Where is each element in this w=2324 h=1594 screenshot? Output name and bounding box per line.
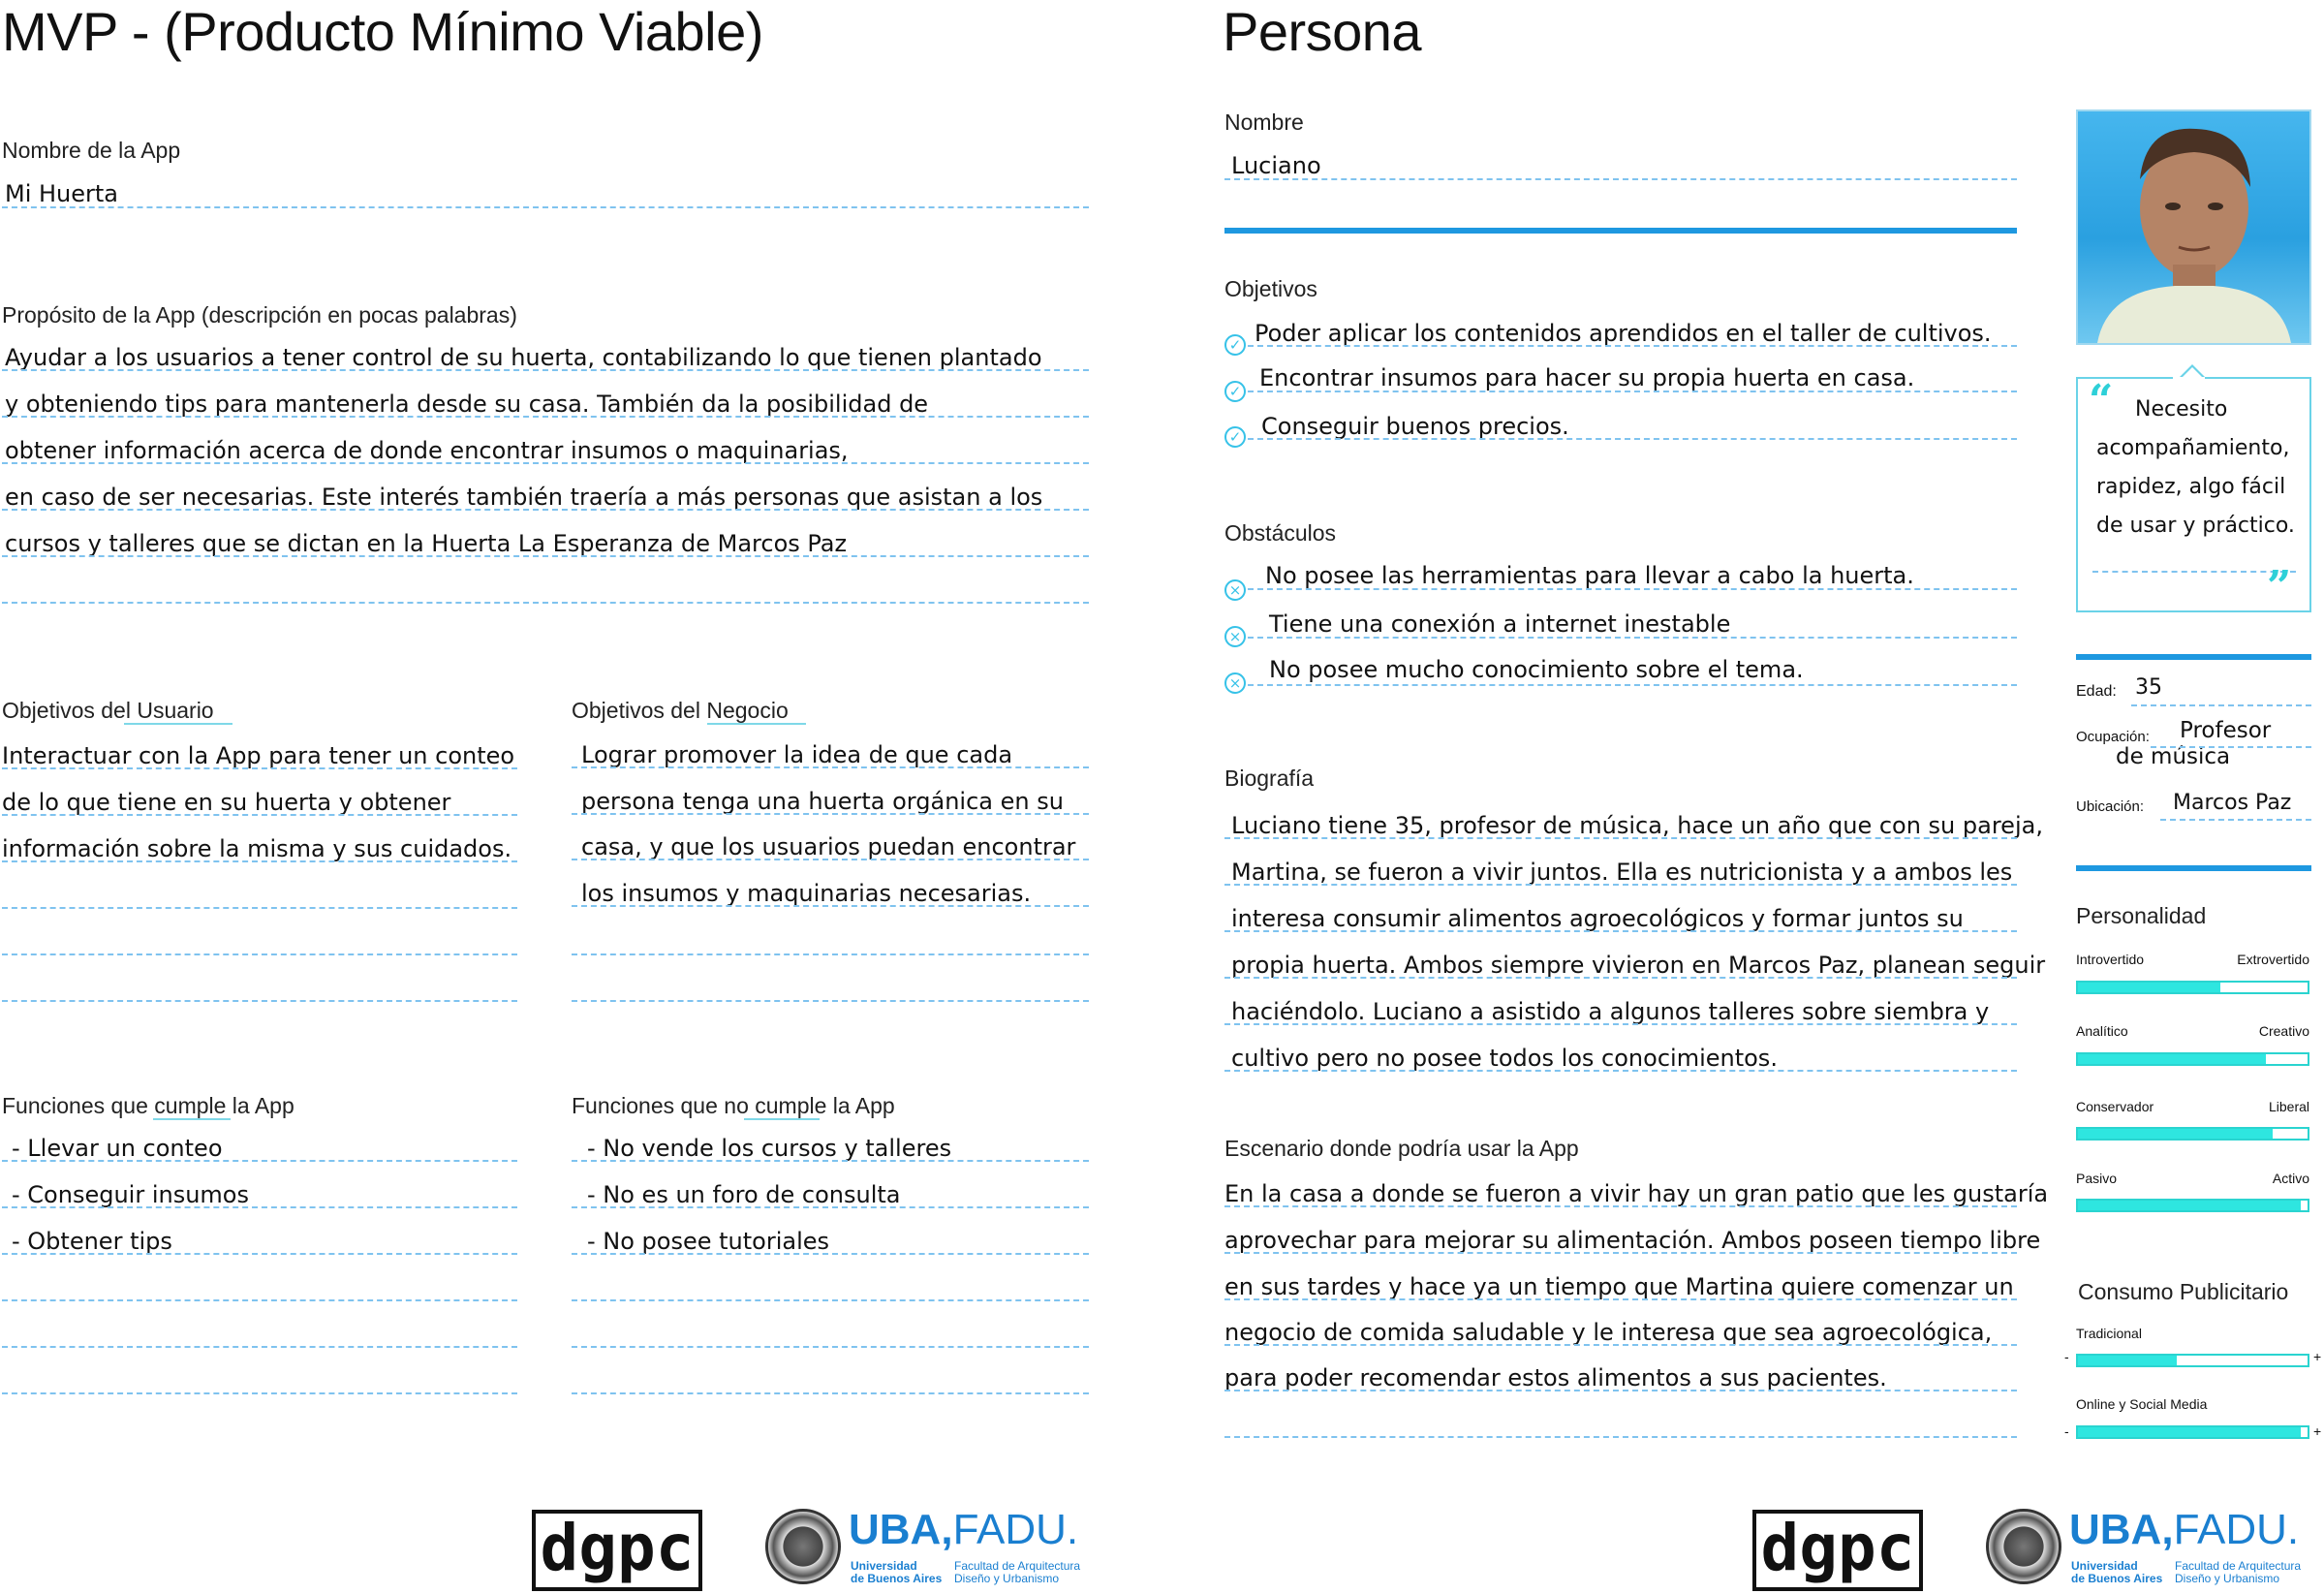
scenario-label: Escenario donde podría usar la App: [1224, 1136, 1579, 1161]
dgpc-logo: dgpc: [532, 1510, 702, 1591]
non-function-item-1: - No vende los cursos y talleres: [587, 1135, 952, 1162]
divider: [572, 1346, 1089, 1348]
divider: [2, 1392, 517, 1394]
function-item-1: - Llevar un conteo: [12, 1135, 223, 1162]
slider-right-label: Liberal: [2268, 1099, 2309, 1114]
divider: [1224, 837, 2017, 839]
uba-sub-line-2: de Buenos Aires: [2071, 1572, 2163, 1585]
divider: [572, 1253, 1089, 1255]
scenario-line-4: negocio de comida saludable y le interesa que sea agroecológica,: [1224, 1319, 1993, 1346]
divider: [1248, 684, 2017, 686]
divider: [1224, 1023, 2017, 1025]
name-label: Nombre: [1224, 109, 1304, 135]
divider: [2, 953, 517, 955]
divider: [572, 1299, 1089, 1301]
scenario-line-5: para poder recomendar estos alimentos a sus pacientes.: [1224, 1364, 1887, 1391]
divider: [1224, 1298, 2017, 1300]
personality-slider: [2076, 1052, 2309, 1066]
business-goals-line-3: casa, y que los usuarios puedan encontrar: [581, 833, 1076, 860]
age-value: 35: [2135, 675, 2162, 700]
occupation-value-1: Profesor: [2180, 718, 2272, 743]
obstacle-item-1: No posee las herramientas para llevar a cabo la huerta.: [1265, 562, 1914, 589]
business-goals-label: Objetivos del Negocio: [572, 698, 789, 723]
slider-left-label: Pasivo: [2076, 1171, 2118, 1186]
divider: [2151, 746, 2311, 748]
divider: [572, 1392, 1089, 1394]
slider-left-label: Introvertido: [2076, 952, 2145, 967]
uba-sub-line-1: Universidad: [2071, 1559, 2138, 1573]
personality-slider: [2076, 981, 2309, 994]
divider: [1224, 1436, 2017, 1438]
divider: [572, 813, 1089, 815]
open-quote-icon: “: [2089, 376, 2114, 425]
slider-right-label: Extrovertido: [2237, 952, 2309, 967]
x-circle-icon: ×: [1224, 579, 1246, 601]
app-name-value: Mi Huerta: [5, 180, 119, 207]
media-slider-label: Online y Social Media: [2076, 1396, 2208, 1412]
objectives-label: Objetivos: [1224, 276, 1317, 301]
obstacle-item-3: No posee mucho conocimiento sobre el tema.: [1269, 656, 1804, 683]
x-circle-icon: ×: [1224, 626, 1246, 647]
user-goals-line-3: información sobre la misma y sus cuidados.: [2, 835, 512, 862]
divider: [1224, 178, 2017, 180]
fadu-sub-text: [954, 1560, 1080, 1585]
uba-seal-icon: [765, 1509, 841, 1584]
scenario-line-3: en sus tardes y hace ya un tiempo que Martina quiere comenzar un: [1224, 1273, 2014, 1300]
media-slider-label: Tradicional: [2076, 1326, 2142, 1341]
portrait-image: [2078, 111, 2309, 343]
non-function-item-2: - No es un foro de consulta: [587, 1181, 901, 1208]
purpose-line-4: en caso de ser necesarias. Este interés también traería a más personas que asistan a los: [5, 484, 1043, 511]
fadu-sub-line-1: Facultad de Arquitectura: [2175, 1559, 2302, 1573]
divider: [2, 907, 517, 909]
slider-fill: [2078, 1129, 2273, 1139]
label-underline: [153, 1118, 231, 1120]
divider: [2, 860, 517, 862]
bio-line-1: Luciano tiene 35, profesor de música, hace un año que con su pareja,: [1231, 812, 2043, 839]
persona-photo: [2076, 109, 2311, 345]
occupation-label: Ocupación:: [2076, 729, 2150, 745]
fadu-sub-line-1: Facultad de Arquitectura: [954, 1559, 1081, 1573]
divider: [2, 1346, 517, 1348]
objective-item-2: Encontrar insumos para hacer su propia huerta en casa.: [1259, 364, 1915, 391]
divider: [1248, 637, 2017, 639]
dgpc-logo: dgpc: [1752, 1510, 1923, 1591]
divider: [2, 462, 1089, 464]
divider: [572, 905, 1089, 907]
divider: [2, 814, 517, 816]
uba-sub-text: [851, 1560, 942, 1585]
divider: [2, 1206, 517, 1208]
quote-line-1: Necesito: [2135, 397, 2228, 422]
fadu-sub-line-2: Diseño y Urbanismo: [954, 1572, 1060, 1585]
divider: [2, 369, 1089, 371]
media-label: Consumo Publicitario: [2078, 1279, 2289, 1304]
mvp-title: MVP - (Producto Mínimo Viable): [2, 1, 763, 62]
section-bar: [1224, 228, 2017, 234]
quote-pointer-inner: [2182, 367, 2203, 378]
bio-label: Biografía: [1224, 766, 1315, 791]
slider-right-label: Activo: [2272, 1171, 2309, 1186]
fadu-text: FADU.: [2173, 1506, 2300, 1553]
divider: [2, 1160, 517, 1162]
purpose-line-5: cursos y talleres que se dictan en la Huerta La Esperanza de Marcos Paz: [5, 530, 848, 557]
name-value: Luciano: [1231, 152, 1321, 179]
occupation-value-2: de música: [2116, 744, 2231, 769]
label-underline: [707, 723, 806, 725]
slider-fill: [2078, 983, 2220, 992]
slider-right-label: Creativo: [2258, 1023, 2309, 1039]
uba-text: UBA,: [2069, 1506, 2174, 1553]
divider: [2, 555, 1089, 557]
bio-line-2: Martina, se fueron a vivir juntos. Ella es nutricionista y a ambos les: [1231, 859, 2013, 886]
divider: [1224, 1070, 2017, 1072]
label-underline: [744, 1118, 820, 1120]
divider: [2160, 819, 2311, 821]
quote-border-right: [2205, 377, 2311, 379]
divider: [2092, 571, 2296, 573]
divider: [572, 953, 1089, 955]
user-goals-line-2: de lo que tiene en su huerta y obtener: [2, 789, 451, 816]
divider: [1248, 345, 2017, 347]
location-value: Marcos Paz: [2173, 791, 2292, 815]
fadu-sub-text: [2175, 1560, 2301, 1585]
divider: [2131, 704, 2311, 706]
divider: [2, 1299, 517, 1301]
slider-fill: [2078, 1427, 2301, 1437]
user-goals-label: Objetivos del Usuario: [2, 698, 214, 723]
slider-fill: [2078, 1201, 2301, 1210]
minus-label: -: [2064, 1423, 2069, 1439]
close-quote-icon: ”: [2267, 562, 2292, 611]
objective-item-1: Poder aplicar los contenidos aprendidos en el taller de cultivos.: [1255, 320, 1992, 347]
functions-label: Funciones que cumple la App: [2, 1093, 294, 1118]
slider-fill: [2078, 1054, 2266, 1064]
minus-label: -: [2064, 1349, 2069, 1364]
divider: [1224, 1252, 2017, 1254]
uba-sub-line-2: de Buenos Aires: [851, 1572, 943, 1585]
plus-label: +: [2313, 1349, 2322, 1364]
media-slider: [2076, 1354, 2309, 1367]
divider: [1248, 391, 2017, 392]
divider: [572, 766, 1089, 768]
non-functions-label: Funciones que no cumple la App: [572, 1093, 895, 1118]
obstacle-item-2: Tiene una conexión a internet inestable: [1269, 610, 1731, 638]
personality-label: Personalidad: [2076, 903, 2207, 928]
divider: [2, 206, 1089, 208]
bio-line-4: propia huerta. Ambos siempre vivieron en Marcos Paz, planean seguir: [1231, 952, 2046, 979]
x-circle-icon: ×: [1224, 672, 1246, 694]
check-icon: ✓: [1224, 426, 1246, 448]
divider: [2, 767, 517, 769]
divider: [1224, 1205, 2017, 1207]
divider: [1224, 977, 2017, 979]
personality-slider: [2076, 1199, 2309, 1212]
persona-title: Persona: [1223, 1, 1422, 62]
bio-line-6: cultivo pero no posee todos los conocimientos.: [1231, 1045, 1778, 1072]
function-item-2: - Conseguir insumos: [12, 1181, 249, 1208]
slider-left-label: Conservador: [2076, 1099, 2154, 1114]
divider: [2, 602, 1089, 604]
purpose-line-2: y obteniendo tips para mantenerla desde su casa. También da la posibilidad de: [5, 391, 929, 418]
uba-sub-line-1: Universidad: [851, 1559, 917, 1573]
slider-left-label: Analítico: [2076, 1023, 2128, 1039]
divider: [1224, 1390, 2017, 1391]
bio-line-5: haciéndolo. Luciano a asistido a algunos talleres sobre siembra y: [1231, 998, 1990, 1025]
quote-line-3: rapidez, algo fácil: [2096, 475, 2286, 499]
uba-text: UBA,: [849, 1506, 953, 1553]
fadu-text: FADU.: [952, 1506, 1079, 1553]
purpose-line-3: obtener información acerca de donde encontrar insumos o maquinarias,: [5, 437, 849, 464]
function-item-3: - Obtener tips: [12, 1228, 172, 1255]
purpose-line-1: Ayudar a los usuarios a tener control de su huerta, contabilizando lo que tienen plantado: [5, 344, 1042, 371]
non-function-item-3: - No posee tutoriales: [587, 1228, 830, 1255]
age-label: Edad:: [2076, 683, 2117, 700]
uba-wordmark: [2069, 1506, 2299, 1554]
divider: [1248, 438, 2017, 440]
scenario-line-2: aprovechar para mejorar su alimentación. Ambos poseen tiempo libre: [1224, 1227, 2041, 1254]
quote-line-4: de usar y práctico.: [2096, 514, 2295, 538]
quote-line-2: acompañamiento,: [2096, 436, 2290, 460]
divider: [572, 1160, 1089, 1162]
fadu-sub-line-2: Diseño y Urbanismo: [2175, 1572, 2280, 1585]
purpose-label: Propósito de la App (descripción en pocas palabras): [2, 302, 517, 328]
obstacles-label: Obstáculos: [1224, 520, 1337, 546]
media-slider: [2076, 1425, 2309, 1439]
divider: [1224, 884, 2017, 886]
section-bar: [2076, 865, 2311, 871]
divider: [1248, 588, 2017, 590]
divider: [1224, 1344, 2017, 1346]
divider: [2, 1253, 517, 1255]
divider: [572, 1206, 1089, 1208]
divider: [2, 416, 1089, 418]
slider-fill: [2078, 1356, 2177, 1365]
uba-sub-text: [2071, 1560, 2162, 1585]
business-goals-line-1: Lograr promover la idea de que cada: [581, 741, 1013, 768]
divider: [1224, 930, 2017, 932]
divider: [572, 859, 1089, 860]
divider: [2, 509, 1089, 511]
app-name-label: Nombre de la App: [2, 138, 181, 163]
plus-label: +: [2313, 1423, 2322, 1439]
objective-item-3: Conseguir buenos precios.: [1261, 413, 1569, 440]
bio-line-3: interesa consumir alimentos agroecológicos y formar juntos su: [1231, 905, 1964, 932]
scenario-line-1: En la casa a donde se fueron a vivir hay un gran patio que les gustaría: [1224, 1180, 2049, 1207]
business-goals-line-4: los insumos y maquinarias necesarias.: [581, 880, 1032, 907]
check-icon: ✓: [1224, 381, 1246, 402]
check-icon: ✓: [1224, 334, 1246, 356]
divider: [572, 1000, 1089, 1002]
section-bar: [2076, 654, 2311, 660]
divider: [2, 1000, 517, 1002]
uba-seal-icon: [1986, 1509, 2061, 1584]
business-goals-line-2: persona tenga una huerta orgánica en su: [581, 788, 1064, 815]
user-goals-line-1: Interactuar con la App para tener un conteo: [2, 742, 515, 769]
label-underline: [124, 723, 232, 725]
personality-slider: [2076, 1127, 2309, 1141]
uba-wordmark: [849, 1506, 1078, 1554]
location-label: Ubicación:: [2076, 798, 2145, 815]
